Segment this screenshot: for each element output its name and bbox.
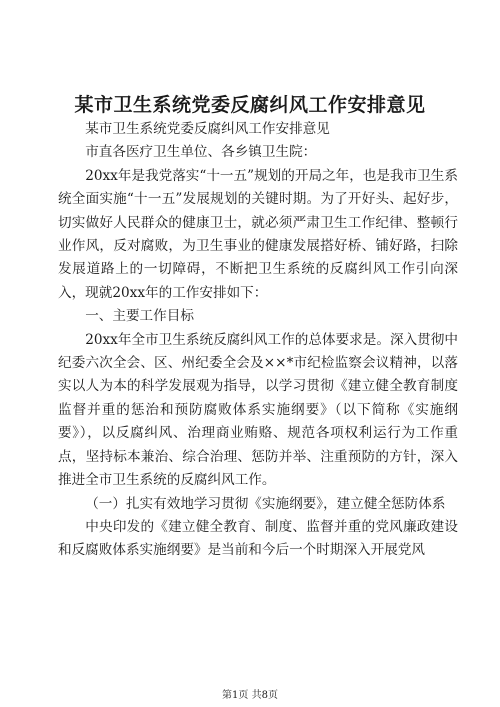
page-number-footer: 第1页 共8页 [222,690,278,701]
document-title: 某市卫生系统党委反腐纠风工作安排意见 [74,94,426,116]
subtitle-paragraph: 某市卫生系统党委反腐纠风工作安排意见 [85,121,330,137]
requirements-paragraph: 20xx年全市卫生系统反腐纠风工作的总体要求是。深入贯彻中纪委六次全会、区、州纪委全会及××*市纪检监察会议精神，以落实以人为本的科学发展观为指导，以学习贯彻《建立健全教育制度监督并重的惩治和预防腐败体系实施纲要》（以下简称《实施纲要》），以反腐纠风、治理商业贿赂、规范各项权利运行为工作重点，坚持标本兼治、综合治理、惩防并举、注重预防的方针，深入推进全市卫生系统的反腐纠风工作。 [58,331,458,489]
body-paragraph: 中央印发的《建立健全教育、制度、监督并重的党风廉政建设和反腐败体系实施纲要》是当前和今后一个时期深入开展党风 [58,518,458,559]
section-heading: 一、主要工作目标 [85,308,194,325]
subsection-heading: （一）扎实有效地学习贯彻《实施纲要》，建立健全惩防体系 [85,495,446,512]
intro-paragraph: 20xx年是我党落实“十一五”规划的开局之年，也是我市卫生系统全面实施“十一五”发展规划的关键时期。为了开好头、起好步，切实做好人民群众的健康卫士，就必须严肃卫生工作纪律、整顿行业作风，反对腐败，为卫生事业的健康发展搭好桥、铺好路，扫除发展道路上的一切障碍，不断把卫生系统的反腐纠风工作引向深入，现就20xx年的工作安排如下： [58,167,458,301]
document-body [58,118,458,563]
addressee-paragraph: 市直各医疗卫生单位、各乡镇卫生院： [85,144,317,161]
